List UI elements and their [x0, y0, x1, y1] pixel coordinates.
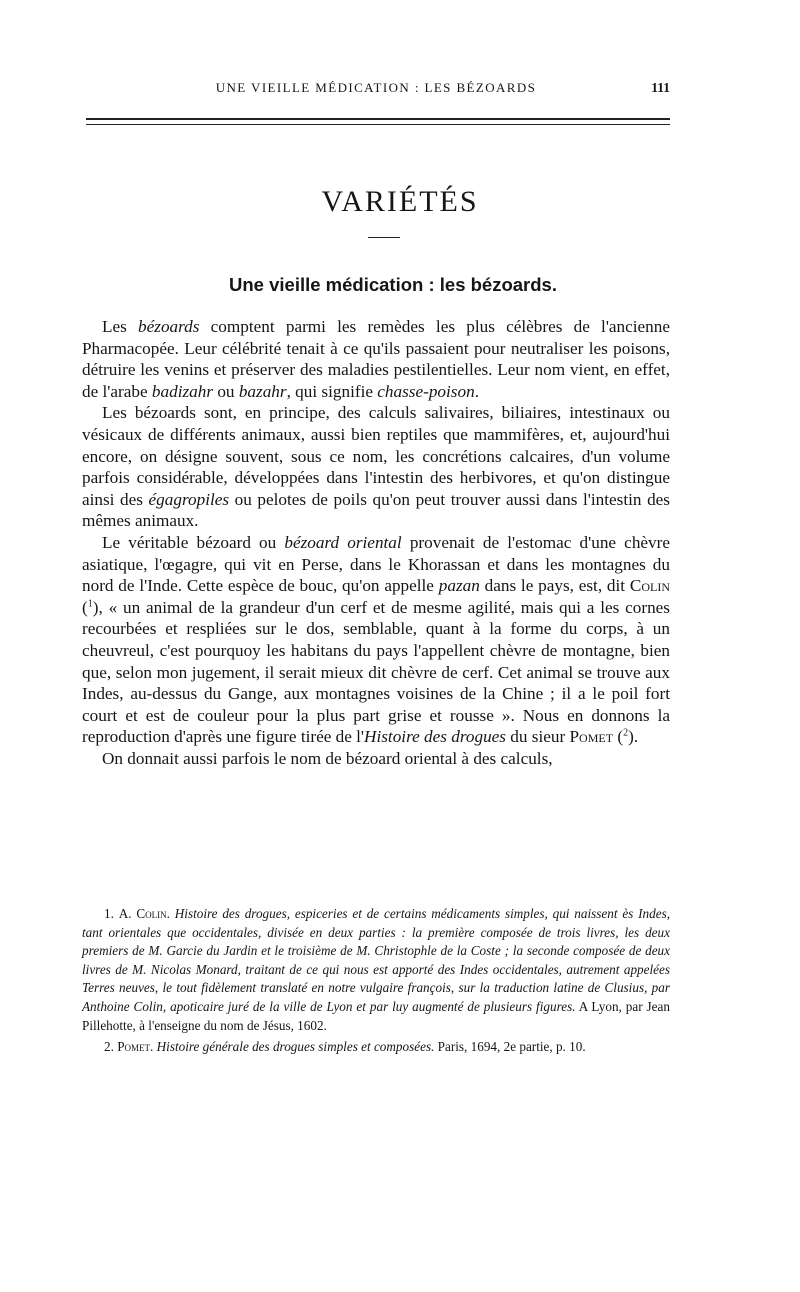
article-title: Une vieille médication : les bézoards.	[229, 274, 557, 295]
paragraph-4: On donnait aussi parfois le nom de bézoard oriental à des calculs,	[102, 748, 553, 768]
section-divider	[368, 237, 400, 238]
footnotes	[82, 905, 670, 1060]
footnote-ref-1: 1	[87, 597, 93, 609]
page-number: 111	[651, 80, 670, 95]
paragraph-3: Le véritable bézoard ou bézoard oriental provenait de l'estomac d'une chèvre asiatique, l'œgagre, qui vit en Perse, dans le Khorassan et dans les montagnes du nord de l'Inde. Cette espèce de bouc, qu'on appelle pazan dans le pays, est, dit Colin ($^1$), « un animal de la grandeur d'un cerf et de mesme agilité, mais qui a les cornes recourbées et respliées sur le dos, semblable, quant à la forme du corps, à un cheuvreul, c'est pourquoy les habitans du pays l'appellent chèvre de montagne, bien que, selon mon jugement, il serait mieux dit chèvre de cerf. Cet animal se trouve aux Indes, au-dessus du Gange, aux montagnes voisines de la Chine ; il a le poil fort court et est de couleur pour la plus part grise et rousse ». Nous en donnons la reproduction d'après une figure tirée de l'Histoire des drogues du sieur Pomet ($^2$).	[82, 532, 671, 747]
running-head	[82, 80, 670, 98]
header-rule-thick	[86, 118, 670, 120]
section-title: VARIÉTÉS	[321, 185, 479, 218]
paragraph-1: Les bézoards comptent parmi les remèdes les plus célèbres de l'ancienne Pharmacopée. Leur célébrité tenait à ce qu'ils passaient pour neutraliser les poisons, détruire les venins et préserver des maladies pestilentielles. Leur nom vient, en effet, de l'arabe badizahr ou bazahr, qui signifie chasse-poison.	[82, 317, 670, 401]
footnote-1: 1. A. Colin. Histoire des drogues, espiceries et de certains médicaments simples, qui naissent ès Indes, tant orientales que occidentales, divisée en deux parties : la première composée de trois livres, les deux premiers de M. Garcie du Jardin et le troisième de M. Christophle de la Coste ; la seconde composée de deux livres de M. Nicolas Monard, traitant de ce qui nous est apporté des Indes occidentales, autrement appelées Terres neuves, le tout fidèlement translaté en notre vulgaire françois, sur la traduction latine de Clusius, par Anthoine Colin, apoticaire juré de la ville de Lyon et par luy augmenté de plusieurs figures. A Lyon, par Jean Pillehotte, à l'enseigne du nom de Jésus, 1602.	[82, 906, 670, 1033]
header-rule-thin	[86, 124, 670, 125]
paragraph-2: Les bézoards sont, en principe, des calculs salivaires, biliaires, intestinaux ou vésicaux de différents animaux, aussi bien reptiles que mammifères, et, aujourd'hui encore, on désigne souvent, sous ce nom, les concrétions calcaires, d'un volume parfois considérable, développées dans l'intestin des herbivores, et qu'on distingue ainsi des égagropiles ou pelotes de poils qu'on peut trouver aussi dans l'intestin des mêmes animaux.	[82, 403, 670, 531]
article-body	[82, 316, 670, 769]
running-title: UNE VIEILLE MÉDICATION : LES BÉZOARDS	[215, 80, 537, 95]
footnote-ref-2: 2	[623, 727, 629, 739]
footnote-2: 2. Pomet. Histoire générale des drogues simples et composées. Paris, 1694, 2e partie, p. 10.	[104, 1039, 586, 1055]
